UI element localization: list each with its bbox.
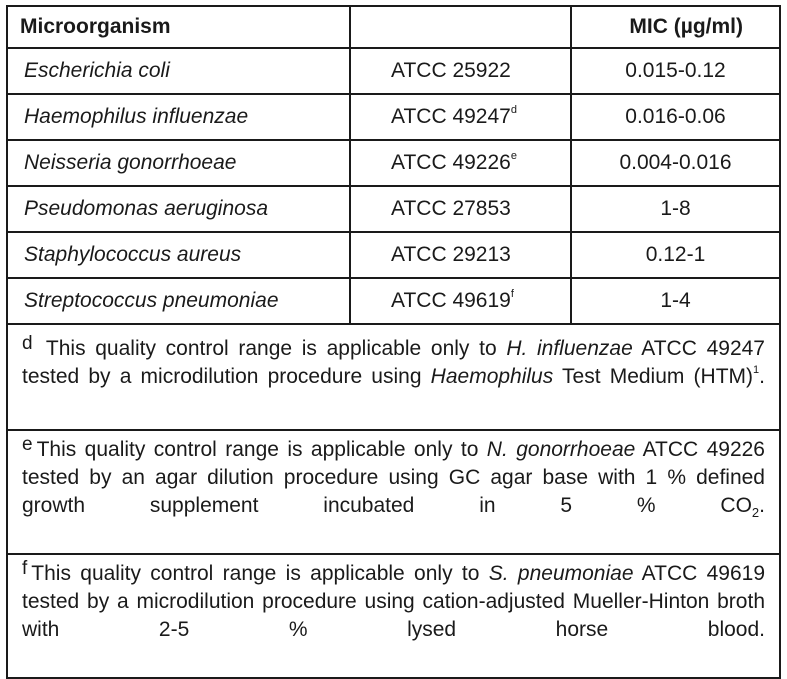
footnote-d — [7, 324, 780, 430]
strain-id — [350, 94, 571, 140]
mic-range: 0.016-0.06 — [571, 94, 780, 140]
strain-id — [350, 48, 571, 94]
footnote-row-f — [7, 554, 780, 678]
mic-range: 1-8 — [571, 186, 780, 232]
footnote-italic: S. pneumoniae — [488, 562, 634, 585]
strain-text: ATCC 49226 — [391, 151, 511, 174]
footnote-row-e — [7, 430, 780, 554]
strain-text: ATCC 29213 — [391, 243, 511, 266]
organism-name: Pseudomonas aeruginosa — [7, 186, 350, 232]
footnote-row-d — [7, 324, 780, 430]
footnote-marker: e — [510, 150, 517, 162]
strain-id — [350, 140, 571, 186]
footnote-e — [7, 430, 780, 554]
footnote-letter: e — [22, 434, 33, 455]
organism-name: Neisseria gonorrhoeae — [7, 140, 350, 186]
footnote-italic: Haemophilus — [430, 365, 554, 388]
reference-marker: 1 — [753, 364, 760, 376]
organism-name: Streptococcus pneumoniae — [7, 278, 350, 324]
header-mic: MIC (µg/ml) — [571, 6, 780, 48]
footnote-text: ATCC 49226 tested by an agar dilution procedure using GC agar base with 1 % defined growth supplement incubated in 5 % CO — [22, 438, 765, 517]
strain-id — [350, 186, 571, 232]
table-row — [7, 140, 780, 186]
table-header-row — [7, 6, 780, 48]
table-row — [7, 94, 780, 140]
mic-range: 0.12-1 — [571, 232, 780, 278]
strain-text: ATCC 27853 — [391, 197, 511, 220]
organism-name: Staphylococcus aureus — [7, 232, 350, 278]
footnote-text: This quality control range is applicable only to — [45, 337, 507, 360]
subscript: 2 — [751, 505, 760, 521]
header-microorganism: Microorganism — [7, 6, 350, 48]
mic-range: 0.015-0.12 — [571, 48, 780, 94]
table-row — [7, 186, 780, 232]
footnote-marker: d — [510, 104, 517, 116]
footnote-text: . — [759, 365, 765, 388]
footnote-text: This quality control range is applicable only to — [31, 562, 489, 585]
strain-id — [350, 232, 571, 278]
strain-id — [350, 278, 571, 324]
organism-name: Haemophilus influenzae — [7, 94, 350, 140]
table-row — [7, 278, 780, 324]
footnote-text: This quality control range is applicable only to — [36, 438, 487, 461]
table-row — [7, 48, 780, 94]
footnote-italic: N. gonorrhoeae — [486, 438, 636, 461]
footnote-f — [7, 554, 780, 678]
footnote-text: ATCC 49619 tested by a microdilution procedure using cation-adjusted Mueller-Hinton broth with 2-5 % lysed horse blood. — [22, 562, 766, 641]
strain-text: ATCC 25922 — [391, 59, 511, 82]
footnote-letter: d — [22, 333, 33, 354]
footnote-italic: H. influenzae — [506, 337, 633, 360]
strain-text: ATCC 49619 — [391, 289, 511, 312]
qc-range-table — [6, 5, 781, 679]
strain-text: ATCC 49247 — [391, 105, 511, 128]
mic-range: 0.004-0.016 — [571, 140, 780, 186]
header-strain — [350, 6, 571, 48]
footnote-text: ATCC 49247 tested by a microdilution procedure using — [22, 337, 765, 388]
organism-name: Escherichia coli — [7, 48, 350, 94]
table-row — [7, 232, 780, 278]
footnote-letter: f — [22, 558, 28, 579]
footnote-marker: f — [510, 288, 514, 300]
footnote-text: Test Medium (HTM) — [553, 365, 754, 388]
mic-range: 1-4 — [571, 278, 780, 324]
footnote-text: . — [759, 494, 765, 517]
